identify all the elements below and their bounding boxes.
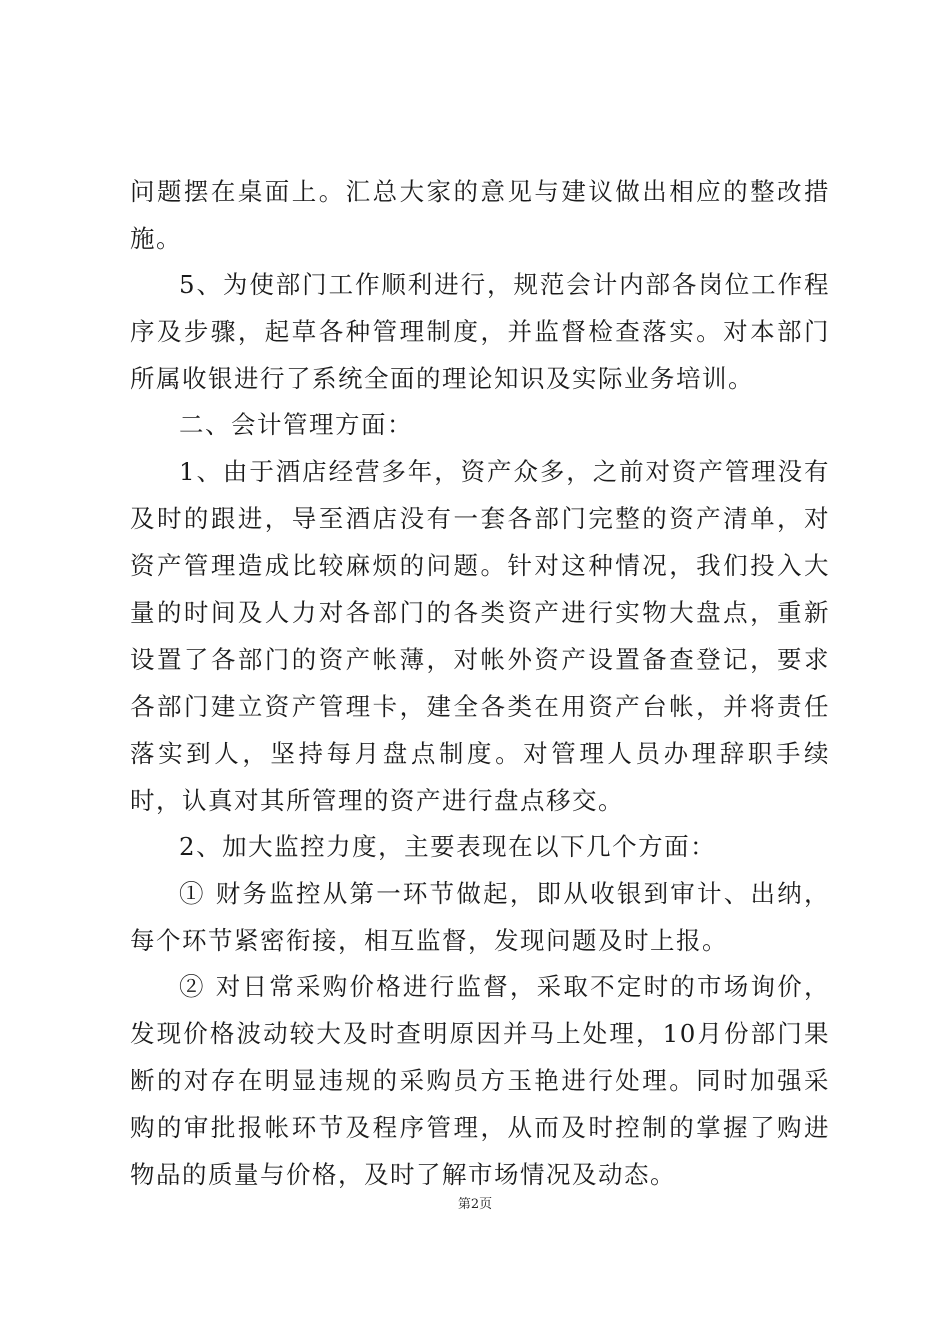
paragraph-sub-item-2: ② 对日常采购价格进行监督，采取不定时的市场询价，发现价格波动较大及时查明原因并马上处理，10月份部门果断的对存在明显违规的采购员方玉艳进行处理。同时加强采购的审批报帐环节及程序管理，从而及时控制的掌握了购进物品的质量与价格，及时了解市场情况及动态。 — [130, 972, 830, 1189]
paragraph-item-1: 1、由于酒店经营多年，资产众多，之前对资产管理没有及时的跟进，导至酒店没有一套各部门完整的资产清单，对资产管理造成比较麻烦的问题。针对这种情况，我们投入大量的时间及人力对各部门的各类资产进行实物大盘点，重新设置了各部门的资产帐薄，对帐外资产设置备查登记，要求各部门建立资产管理卡，建全各类在用资产台帐，并将责任落实到人，坚持每月盘点制度。对管理人员办理辞职手续时，认真对其所管理的资产进行盘点移交。 — [130, 457, 830, 815]
section-heading-accounting: 二、会计管理方面： — [179, 410, 413, 439]
page-number: 第2页 — [457, 1197, 493, 1212]
paragraph-item-5: 5、为使部门工作顺利进行，规范会计内部各岗位工作程序及步骤，起草各种管理制度，并监督检查落实。对本部门所属收银进行了系统全面的理论知识及实际业务培训。 — [130, 270, 830, 393]
paragraph-item-2: 2、加大监控力度，主要表现在以下几个方面： — [179, 832, 717, 861]
paragraph-continuation: 问题摆在桌面上。汇总大家的意见与建议做出相应的整改措施。 — [130, 177, 830, 253]
paragraph-sub-item-1: ① 财务监控从第一环节做起，即从收银到审计、出纳，每个环节紧密衔接，相互监督，发现问题及时上报。 — [130, 879, 830, 955]
